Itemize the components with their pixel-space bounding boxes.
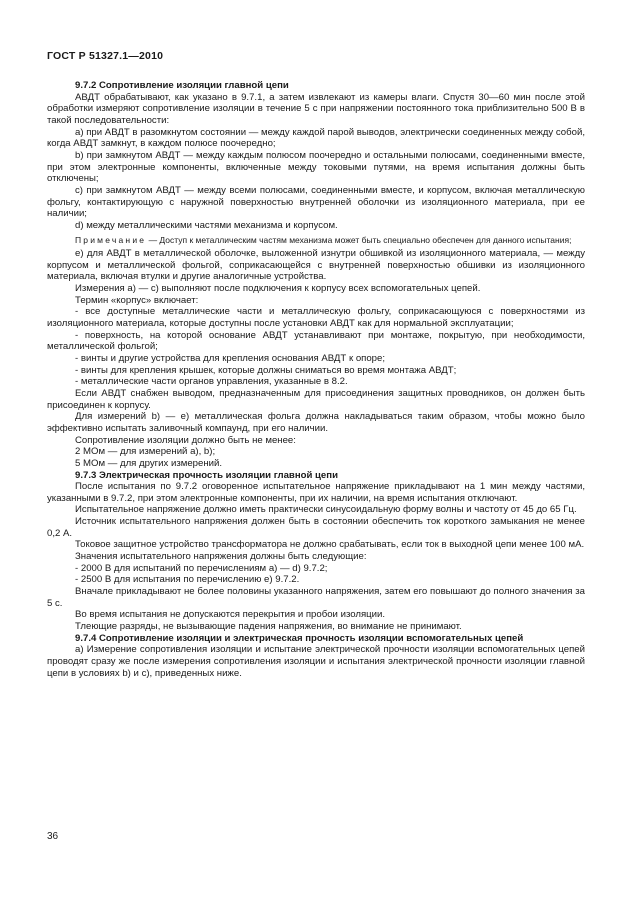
body-paragraph: Испытательное напряжение должно иметь практически синусоидальную форму волны и частоту от 45 до 65 Гц. bbox=[75, 504, 577, 516]
body-paragraph: Тлеющие разряды, не вызывающие падения напряжения, во внимание не принимают. bbox=[75, 621, 462, 633]
body-paragraph: Во время испытания не допускаются перекрытия и пробои изоляции. bbox=[75, 609, 386, 621]
standard-code-header: ГОСТ Р 51327.1—2010 bbox=[47, 50, 164, 62]
body-paragraph: 5 МОм — для других измерений. bbox=[75, 457, 223, 469]
body-paragraph: Для измерений b) — е) металлическая фольга должна накладываться таким образом, чтобы можно было эффективно испытать заливочный компаунд, при его наличии. bbox=[47, 411, 585, 434]
body-paragraph: - металлические части органов управления, указанные в 8.2. bbox=[75, 376, 348, 388]
note-paragraph bbox=[47, 235, 585, 247]
body-paragraph: Сопротивление изоляции должно быть не менее: bbox=[75, 434, 296, 446]
body-paragraph: - поверхность, на которой основание АВДТ устанавливают при монтаже, покрытую, при необходимости, металлической фольгой; bbox=[47, 329, 585, 353]
section-heading: 9.7.4 Сопротивление изоляции и электрическая прочность изоляции вспомогательных цепей bbox=[75, 632, 524, 644]
body-paragraph: Если АВДТ снабжен выводом, предназначенным для присоединения защитных проводников, он должен быть присоединен к корпусу. bbox=[47, 387, 585, 411]
body-paragraph: 2 МОм — для измерений а), b); bbox=[75, 446, 216, 458]
page-number: 36 bbox=[47, 831, 59, 842]
body-paragraph: с) при замкнутом АВДТ — между всеми полюсами, соединенными вместе, и корпусом, включая металлическую фольгу, контактирующую с наружной поверхностью внутренней оболочки из изоляционного материала, при ее наличии; bbox=[47, 184, 585, 220]
body-paragraph: а) Измерение сопротивления изоляции и испытание электрической прочности изоляции вспомогательных цепей проводят сразу же после измерения сопротивления изоляции и испытания электрической прочности изоляции главной цепи в условиях b) и с), приведенных ниже. bbox=[47, 644, 585, 679]
body-paragraph: d) между металлическими частями механизма и корпусом. bbox=[75, 219, 338, 231]
body-paragraph: - все доступные металлические части и металлическую фольгу, соприкасающуюся с поверхностями из изоляционного материала, которые доступны после установки АВДТ как для нормальной эксплуатации; bbox=[47, 306, 585, 329]
body-paragraph: - винты для крепления крышек, которые должны сниматься во время монтажа АВДТ; bbox=[75, 364, 457, 376]
body-paragraph: Источник испытательного напряжения должен быть в состоянии обеспечить ток короткого замыкания не менее 0,2 А. bbox=[47, 516, 585, 539]
note-label: Примечание bbox=[75, 234, 147, 245]
document-body bbox=[47, 80, 585, 679]
body-paragraph: После испытания по 9.7.2 оговоренное испытательное напряжение прикладывают на 1 мин между частями, указанными в 9.7.2, при этом электронные компоненты, при их наличии, на время испытания отключают. bbox=[47, 481, 585, 504]
body-paragraph: АВДТ обрабатывают, как указано в 9.7.1, а затем извлекают из камеры влаги. Спустя 30—60 мин после этой обработки измеряют сопротивление изоляции в течение 5 с при напряжении постоянного тока приблизительно 500 В в такой последовательности: bbox=[47, 91, 585, 126]
body-paragraph: - винты и другие устройства для крепления основания АВДТ к опоре; bbox=[75, 352, 386, 364]
body-paragraph: Значения испытательного напряжения должны быть следующие: bbox=[75, 551, 367, 563]
body-paragraph: - 2000 В для испытаний по перечислениям а) — d) 9.7.2; bbox=[75, 562, 328, 574]
body-paragraph: е) для АВДТ в металлической оболочке, выложенной изнутри обшивкой из изоляционного материала, — между корпусом и металлической фольгой, соприкасающейся с внутренней поверхностью обшивки из изоляционного материала, включая втулки и другие аналогичные устройства. bbox=[47, 248, 585, 283]
body-paragraph: Термин «корпус» включает: bbox=[75, 294, 199, 306]
body-paragraph: b) при замкнутом АВДТ — между каждым полюсом поочередно и остальными полюсами, соединенными вместе, при этом электронные компоненты, включенные между токовыми путями, на время испытания должны быть отключены; bbox=[47, 149, 585, 185]
section-heading: 9.7.3 Электрическая прочность изоляции главной цепи bbox=[75, 469, 338, 481]
body-paragraph: а) при АВДТ в разомкнутом состоянии — между каждой парой выводов, электрически соединенных между собой, когда АВДТ замкнут, в каждом полюсе поочередно; bbox=[47, 126, 585, 150]
body-paragraph: - 2500 В для испытания по перечислению е) 9.7.2. bbox=[75, 574, 300, 586]
note-text: — Доступ к металлическим частям механизма может быть специально обеспечен для данного испытания; bbox=[146, 234, 572, 245]
body-paragraph: Токовое защитное устройство трансформатора не должно срабатывать, если ток в выходной цепи менее 100 мА. bbox=[75, 539, 585, 551]
body-paragraph: Измерения а) — с) выполняют после подключения к корпусу всех вспомогательных цепей. bbox=[75, 283, 481, 294]
body-paragraph: Вначале прикладывают не более половины указанного напряжения, затем его повышают до полного значения за 5 с. bbox=[47, 586, 585, 609]
section-heading: 9.7.2 Сопротивление изоляции главной цепи bbox=[75, 80, 289, 91]
